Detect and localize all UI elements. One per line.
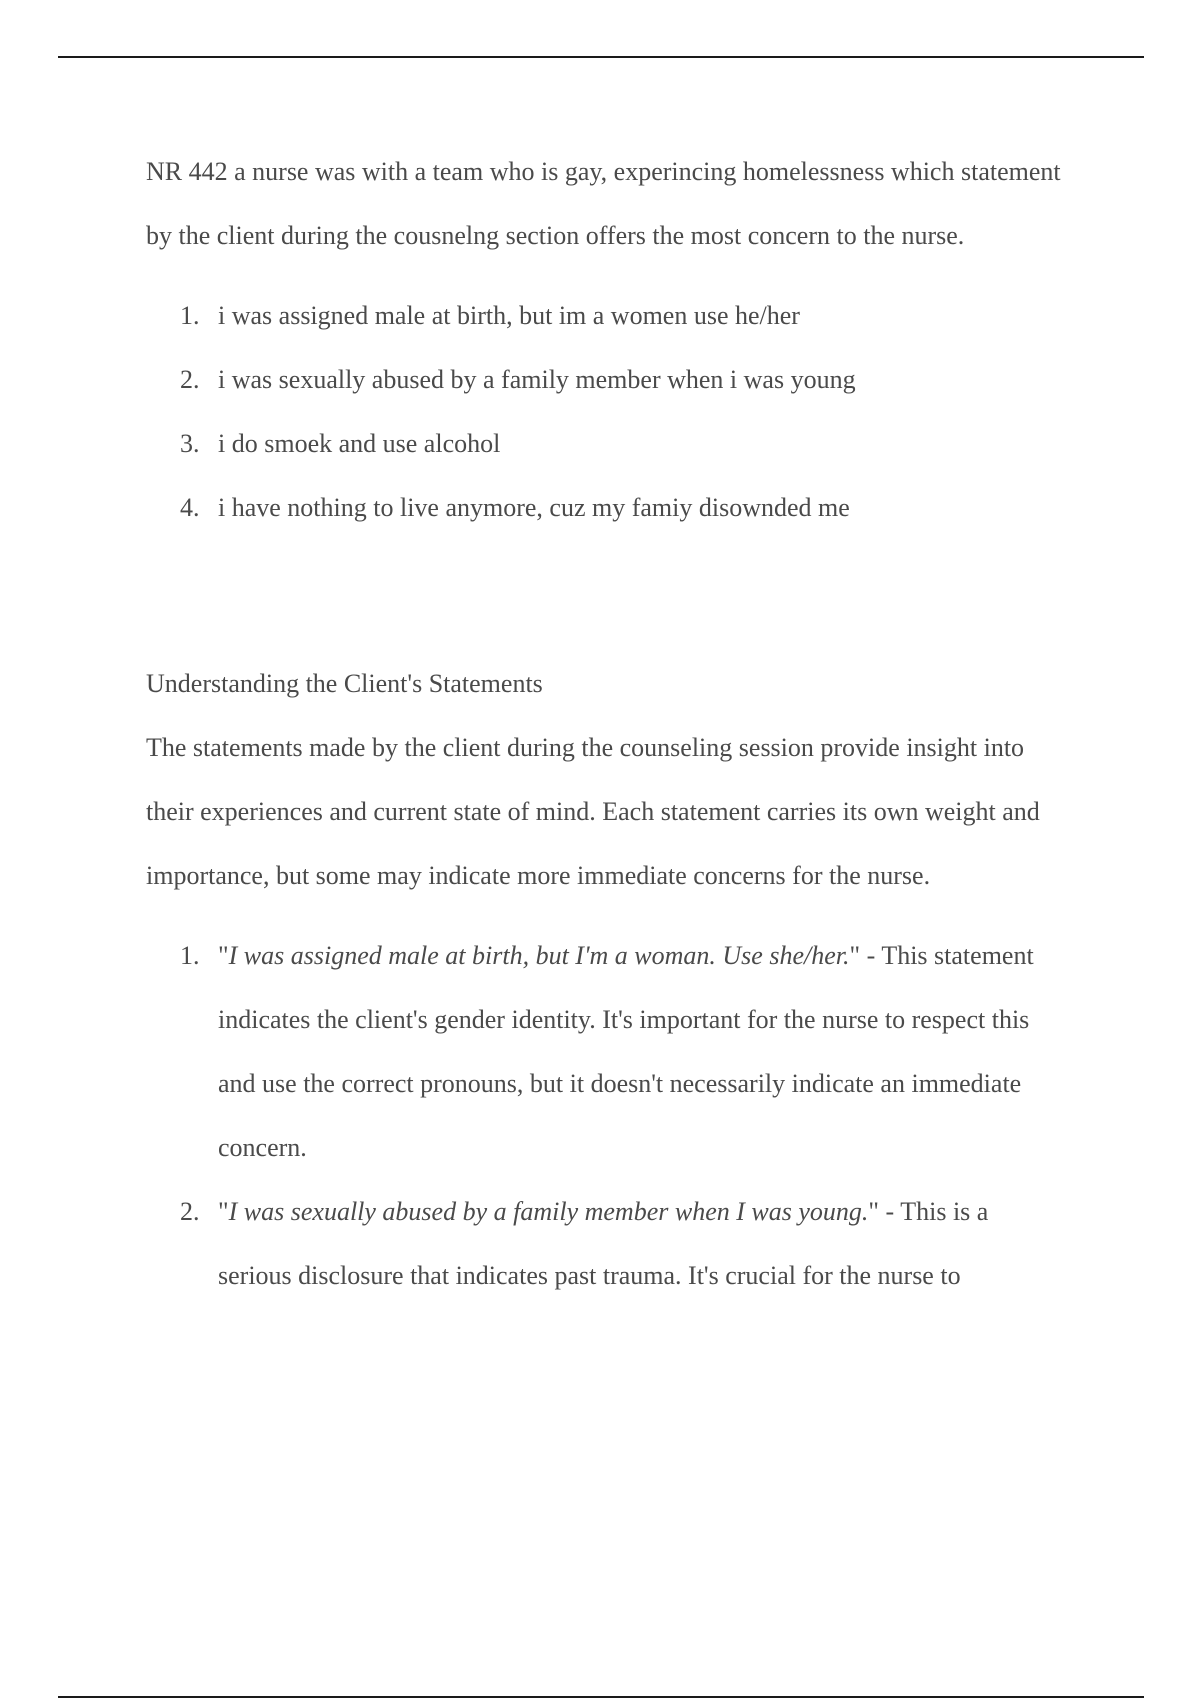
list-number: 1.	[180, 301, 200, 330]
list-item	[146, 1180, 1066, 1308]
section-spacer	[146, 540, 1066, 652]
list-number: 1.	[180, 941, 200, 970]
list-item	[146, 476, 1066, 540]
intro-paragraph: The statements made by the client during the counseling session provide insight into their experiences and current state of mind. Each statement carries its own weight and importance, but some may indicate more immediate concerns for the nurse.	[146, 733, 1040, 890]
open-quote: "	[218, 1197, 229, 1226]
list-number: 4.	[180, 493, 200, 522]
list-item	[146, 924, 1066, 1180]
list-item	[146, 348, 1066, 412]
open-quote: "	[218, 941, 229, 970]
page-bottom-rule	[58, 1696, 1144, 1698]
client-quote: I was assigned male at birth, but I'm a woman. Use she/her.	[228, 941, 850, 970]
section-heading: Understanding the Client's Statements	[146, 669, 543, 698]
explanation-text: - This statement indicates the client's gender identity. It's important for the nurse to respect this and use the correct pronouns, but it doesn't necessarily indicate an immediate concern.	[218, 941, 1034, 1162]
statement-analysis-list	[146, 924, 1066, 1308]
list-number: 2.	[180, 1197, 200, 1226]
client-quote: I was sexually abused by a family member when I was young.	[228, 1197, 869, 1226]
option-text: i was assigned male at birth, but im a women use he/her	[218, 301, 800, 330]
option-text: i was sexually abused by a family member when i was young	[218, 365, 856, 394]
list-number: 2.	[180, 365, 200, 394]
list-item	[146, 412, 1066, 476]
option-text: i do smoek and use alcohol	[218, 429, 501, 458]
document-body	[146, 140, 1066, 1308]
question-text: NR 442 a nurse was with a team who is gay, experincing homelessness which statement by the client during the cousnelng section offers the most concern to the nurse.	[146, 157, 1061, 250]
option-text: i have nothing to live anymore, cuz my famiy disownded me	[218, 493, 850, 522]
list-number: 3.	[180, 429, 200, 458]
close-quote: "	[868, 1197, 880, 1226]
list-item	[146, 284, 1066, 348]
question-options-list	[146, 284, 1066, 540]
page-top-rule	[58, 56, 1144, 58]
close-quote: "	[849, 941, 861, 970]
explanation-text: - This is a serious disclosure that indicates past trauma. It's crucial for the nurse to	[218, 1197, 989, 1290]
